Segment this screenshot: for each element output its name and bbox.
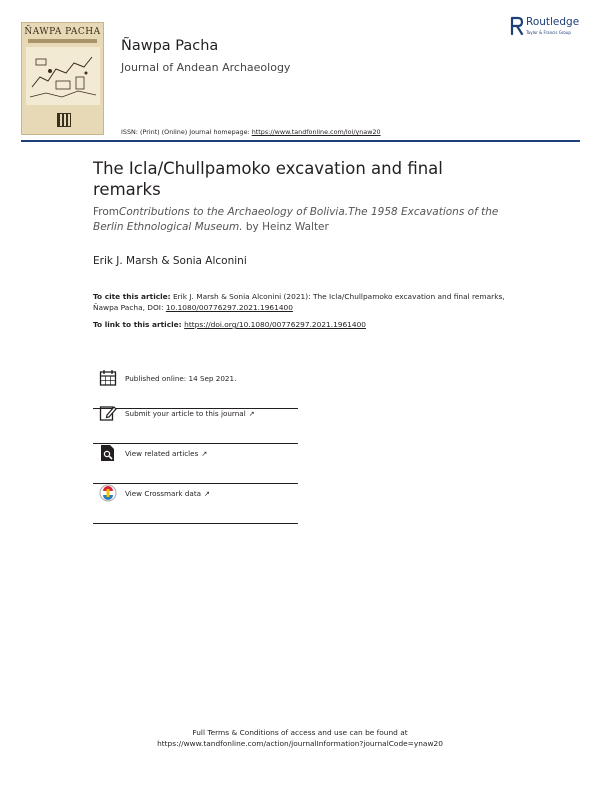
citation-block (93, 291, 513, 313)
footer-terms (0, 727, 600, 749)
search-document-icon (99, 444, 117, 462)
crossmark-icon (99, 484, 117, 502)
external-link-icon: ↗ (204, 490, 210, 498)
submit-article-label: Submit your article to this journal (125, 409, 246, 418)
article-doi-url[interactable]: https://doi.org/10.1080/00776297.2021.1961400 (184, 320, 366, 329)
external-link-icon: ↗ (201, 450, 208, 458)
row-divider (93, 523, 298, 524)
source-book-title: Contributions to the Archaeology of Bolivia.The 1958 Excavations of the Berlin Ethnological Museum. (93, 206, 499, 233)
journal-cover-image[interactable] (21, 22, 104, 135)
footer-terms-url[interactable]: https://www.tandfonline.com/action/journalInformation?journalCode=ynaw20 (157, 739, 443, 748)
cover-map-illustration (26, 47, 100, 105)
journal-name: Ñawpa Pacha (121, 38, 219, 54)
header-divider (21, 140, 580, 142)
journal-homepage-link[interactable]: https://www.tandfonline.com/loi/ynaw20 (251, 128, 381, 136)
article-title: The Icla/Chullpamoko excavation and final remarks (93, 159, 443, 199)
related-articles-row[interactable] (93, 444, 298, 484)
footer-terms-text: Full Terms & Conditions of access and use can be found at (192, 728, 408, 737)
publisher-tagline: Taylor & Francis Group (526, 30, 571, 35)
publisher-name: Routledge (526, 16, 580, 28)
journal-subtitle: Journal of Andean Archaeology (121, 61, 291, 74)
cover-publisher-logo (57, 113, 71, 127)
submit-article-row[interactable] (93, 404, 298, 444)
cover-subtitle-band (28, 39, 97, 43)
published-online-row (93, 369, 298, 409)
related-articles-link[interactable] (125, 449, 207, 458)
doi-link[interactable]: 10.1080/00776297.2021.1961400 (165, 303, 293, 312)
calendar-icon (99, 369, 117, 387)
article-link-label: To link to this article: (93, 320, 185, 329)
citation-label: To cite this article: (93, 292, 171, 301)
crossmark-label: View Crossmark data (125, 489, 202, 498)
article-link-block (93, 320, 513, 329)
crossmark-row[interactable] (93, 484, 298, 524)
publisher-logo[interactable] (510, 14, 588, 40)
related-articles-label: View related articles (125, 449, 199, 458)
source-editor: by Heinz Walter (242, 221, 329, 233)
routledge-r-icon (510, 16, 524, 36)
citation-text: Erik J. Marsh & Sonia Alconini (2021): The Icla/Chullpamoko excavation and final remarks, Ñawpa Pacha, DOI: (93, 292, 505, 312)
edit-icon (99, 404, 117, 422)
external-link-icon: ↗ (248, 410, 255, 418)
submit-article-link[interactable] (125, 409, 255, 418)
issn-line (121, 128, 381, 136)
article-authors: Erik J. Marsh & Sonia Alconini (93, 255, 247, 267)
published-online-text: Published online: 14 Sep 2021. (125, 374, 237, 383)
article-source (93, 205, 513, 235)
issn-text: ISSN: (Print) (Online) Journal homepage: (121, 128, 252, 136)
source-prefix: From (93, 206, 120, 218)
cover-title: ÑAWPA PACHA (24, 27, 101, 37)
crossmark-link[interactable] (125, 489, 210, 498)
